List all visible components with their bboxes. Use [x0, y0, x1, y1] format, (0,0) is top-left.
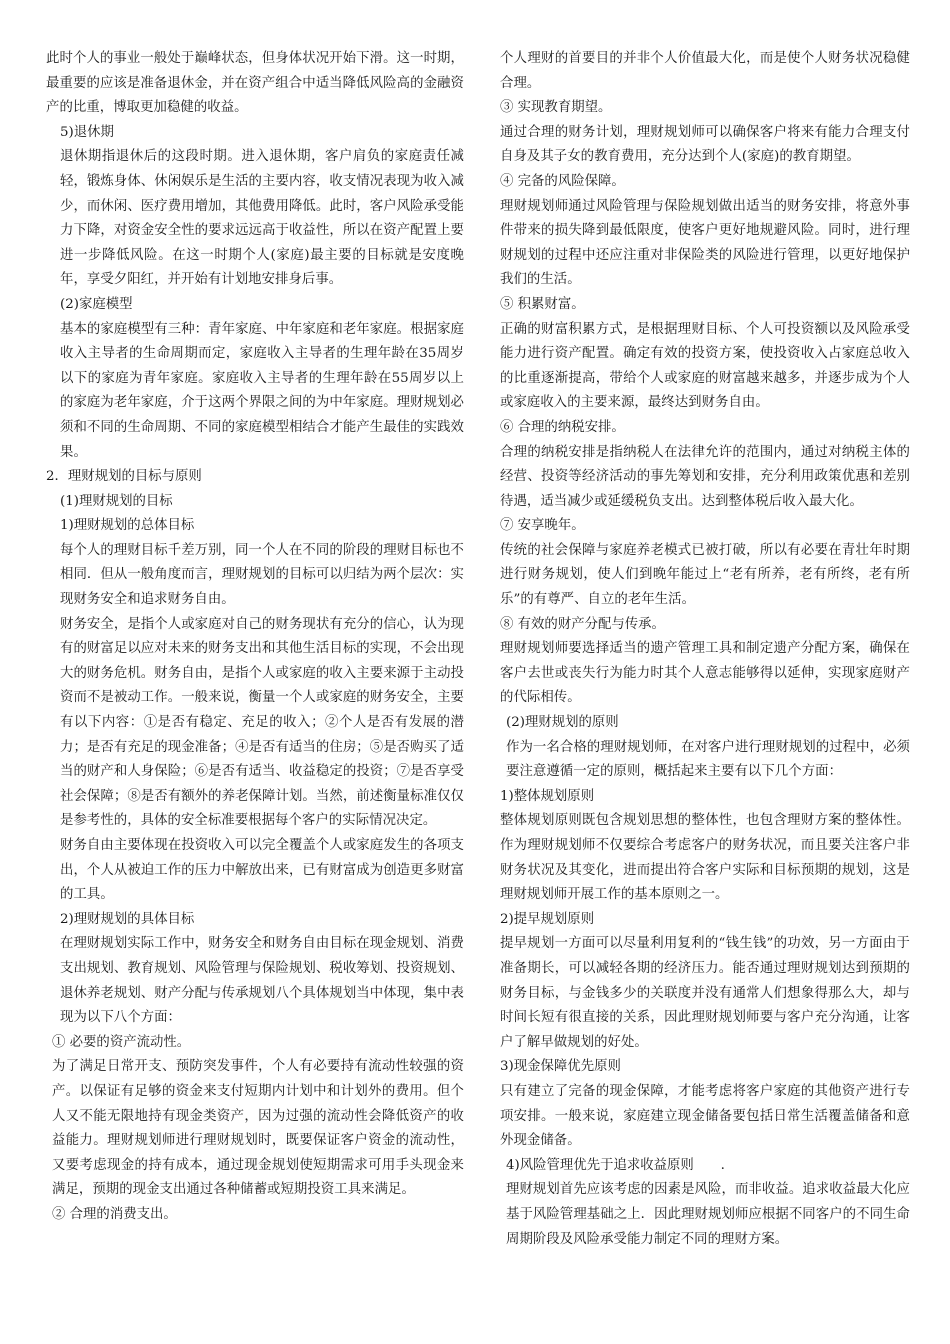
- body-paragraph: 基本的家庭模型有三种：青年家庭、中年家庭和老年家庭。根据家庭收入主导者的生命周期而定，家庭收入主导者的生理年龄在35周岁以下的家庭为青年家庭。家庭收入主导者的生理年龄在55周岁以上的家庭为老年家庭，介于这两个界限之间的为中年家庭。理财规划必须和不同的生命周期、不同的家庭模型相结合才能产生最佳的实践效果。: [60, 321, 464, 460]
- body-paragraph: 每个人的理财目标千差万别，同一个人在不同的阶段的理财目标也不相同．但从一般角度而言，理财规划的目标可以归结为两个层次：实现财务安全和追求财务自由。: [60, 542, 464, 608]
- body-paragraph: 此时个人的事业一般处于巅峰状态，但身体状况开始下滑。这一时期，最重要的应该是准备退休金，并在资产组合中适当降低风险高的金融资产的比重，博取更加稳健的收益。: [46, 51, 464, 116]
- section-heading: ① 必要的资产流动性。: [52, 1034, 191, 1050]
- section-heading: ② 合理的消费支出。: [52, 1206, 177, 1222]
- body-paragraph: 传统的社会保障与家庭养老模式已被打破，所以有必要在青壮年时期进行财务规划，使人们到晚年能过上“老有所养，老有所终，老有所乐”的有尊严、自立的老年生活。: [500, 542, 910, 608]
- section-heading: ④ 完备的风险保障。: [500, 173, 625, 189]
- body-paragraph: 退休期指退休后的这段时期。进入退休期，客户肩负的家庭责任减轻，锻炼身体、休闲娱乐是生活的主要内容，收支情况表现为收入减少，而休闲、医疗费用增加，其他费用降低。此时，客户风险承受能力下降，对资金安全性的要求远远高于收益性，所以在资产配置上要进一步降低风险。在这一时期个人(家庭)最主要的目标就是安度晚年，享受夕阳红，并开始有计划地安排身后事。: [60, 149, 464, 288]
- section-heading: 4)风险管理优先于追求收益原则 .: [506, 1157, 725, 1173]
- right-text-column: [490, 47, 910, 1252]
- body-paragraph: 财务安全，是指个人或家庭对自己的财务现状有充分的信心，认为现有的财富足以应对未来的财务支出和其他生活目标的实现，不会出现大的财务危机。财务自由，是指个人或家庭的收入主要来源于主动投资而不是被动工作。一般来说，衡量一个人或家庭的财务安全，主要有以下内容：①是否有稳定、充足的收入；②个人是否有发展的潜力；是否有充足的现金准备；④是否有适当的住房；⑤是否购买了适当的财产和人身保险；⑥是否有适当、收益稳定的投资；⑦是否享受社会保障；⑧是否有额外的养老保障计划。当然，前述衡量标准仅仅是参考性的，具体的安全标准要根据每个客户的实际情况决定。: [60, 616, 464, 829]
- body-paragraph: 理财规划首先应该考虑的因素是风险，而非收益。追求收益最大化应基于风险管理基础之上．因此理财规划师应根据不同客户的不同生命周期阶段及风险承受能力制定不同的理财方案。: [506, 1182, 910, 1247]
- body-paragraph: 财务自由主要体现在投资收入可以完全覆盖个人或家庭发生的各项支出，个人从被迫工作的压力中解放出来，已有财富成为创造更多财富的工具。: [60, 838, 464, 903]
- section-heading: 2)提早规划原则: [500, 911, 595, 927]
- body-paragraph: 在理财规划实际工作中，财务安全和财务自由目标在现金规划、消费支出规划、教育规划、风险管理与保险规划、税收筹划、投资规划、退休养老规划、财产分配与传承规划八个具体规划当中体现，集中表现为以下八个方面：: [60, 936, 464, 1026]
- body-paragraph: 提早规划一方面可以尽量利用复利的“钱生钱”的功效，另一方面由于准备期长，可以减轻各期的经济压力。能否通过理财规划达到预期的财务目标，与金钱多少的关联度并没有通常人们想象得那么大，却与时间长短有很直接的关系，因此理财规划师要与客户充分沟通，让客户了解早做规划的好处。: [500, 936, 910, 1050]
- section-heading: ③ 实现教育期望。: [500, 100, 612, 116]
- section-heading: 2．理财规划的目标与原则: [46, 469, 202, 485]
- section-heading: (2)理财规划的原则: [506, 715, 619, 731]
- body-paragraph: 合理的纳税安排是指纳税人在法律允许的范围内，通过对纳税主体的经营、投资等经济活动的事先筹划和安排，充分利用政策优惠和差别待遇，适当减少或延缓税负支出。达到整体税后收入最大化。: [500, 444, 910, 509]
- section-heading: (1)理财规划的目标: [60, 493, 173, 509]
- body-paragraph: 作为一名合格的理财规划师，在对客户进行理财规划的过程中，必须要注意遵循一定的原则，概括起来主要有以下几个方面：: [506, 739, 910, 780]
- section-heading: (2)家庭模型: [60, 296, 133, 312]
- body-paragraph: 通过合理的财务计划，理财规划师可以确保客户将来有能力合理支付自身及其子女的教育费用，充分达到个人(家庭)的教育期望。: [500, 124, 910, 165]
- section-heading: 1)理财规划的总体目标: [60, 518, 195, 534]
- body-paragraph: 个人理财的首要目的并非个人价值最大化，而是使个人财务状况稳健合理。: [500, 51, 910, 91]
- section-heading: 3)现金保障优先原则: [500, 1059, 621, 1075]
- left-text-column: [46, 47, 464, 1228]
- body-paragraph: 正确的财富积累方式，是根据理财目标、个人可投资额以及风险承受能力进行资产配置。确定有效的投资方案，使投资收入占家庭总收入的比重逐渐提高，带给个人或家庭的财富越来越多，并逐步成为个人或家庭收入的主要来源，最终达到财务自由。: [500, 321, 910, 411]
- section-heading: 5)退休期: [60, 124, 114, 140]
- section-heading: 1)整体规划原则: [500, 788, 595, 804]
- body-paragraph: 为了满足日常开支、预防突发事件，个人有必要持有流动性较强的资产。以保证有足够的资金来支付短期内计划中和计划外的费用。但个人又不能无限地持有现金类资产，因为过强的流动性会降低资产的收益能力。理财规划师进行理财规划时，既要保证客户资金的流动性，又要考虑现金的持有成本，通过现金规划使短期需求可用手头现金来满足，预期的现金支出通过各种储蓄或短期投资工具来满足。: [52, 1059, 464, 1198]
- section-heading: 2)理财规划的具体目标: [60, 911, 195, 927]
- section-heading: ⑥ 合理的纳税安排。: [500, 419, 625, 435]
- body-paragraph: 整体规划原则既包含规划思想的整体性，也包含理财方案的整体性。作为理财规划师不仅要综合考虑客户的财务状况，而且要关注客户非财务状况及其变化，进而提出符合客户实际和目标预期的规划，这是理财规划师开展工作的基本原则之一。: [500, 813, 910, 903]
- body-paragraph: 只有建立了完备的现金保障，才能考虑将客户家庭的其他资产进行专项安排。一般来说，家庭建立现金储备要包括日常生活覆盖储备和意外现金储备。: [500, 1083, 910, 1149]
- section-heading: ⑧ 有效的财产分配与传承。: [500, 616, 665, 632]
- body-paragraph: 理财规划师要选择适当的遗产管理工具和制定遗产分配方案，确保在客户去世或丧失行为能力时其个人意志能够得以延伸，实现家庭财产的代际相传。: [500, 641, 910, 706]
- section-heading: ⑦ 安享晚年。: [500, 518, 585, 534]
- body-paragraph: 理财规划师通过风险管理与保险规划做出适当的财务安排，将意外事件带来的损失降到最低限度，使客户更好地规避风险。同时，进行理财规划的过程中还应注重对非保险类的风险进行管理，以更好地保护我们的生活。: [500, 198, 910, 288]
- section-heading: ⑤ 积累财富。: [500, 296, 585, 312]
